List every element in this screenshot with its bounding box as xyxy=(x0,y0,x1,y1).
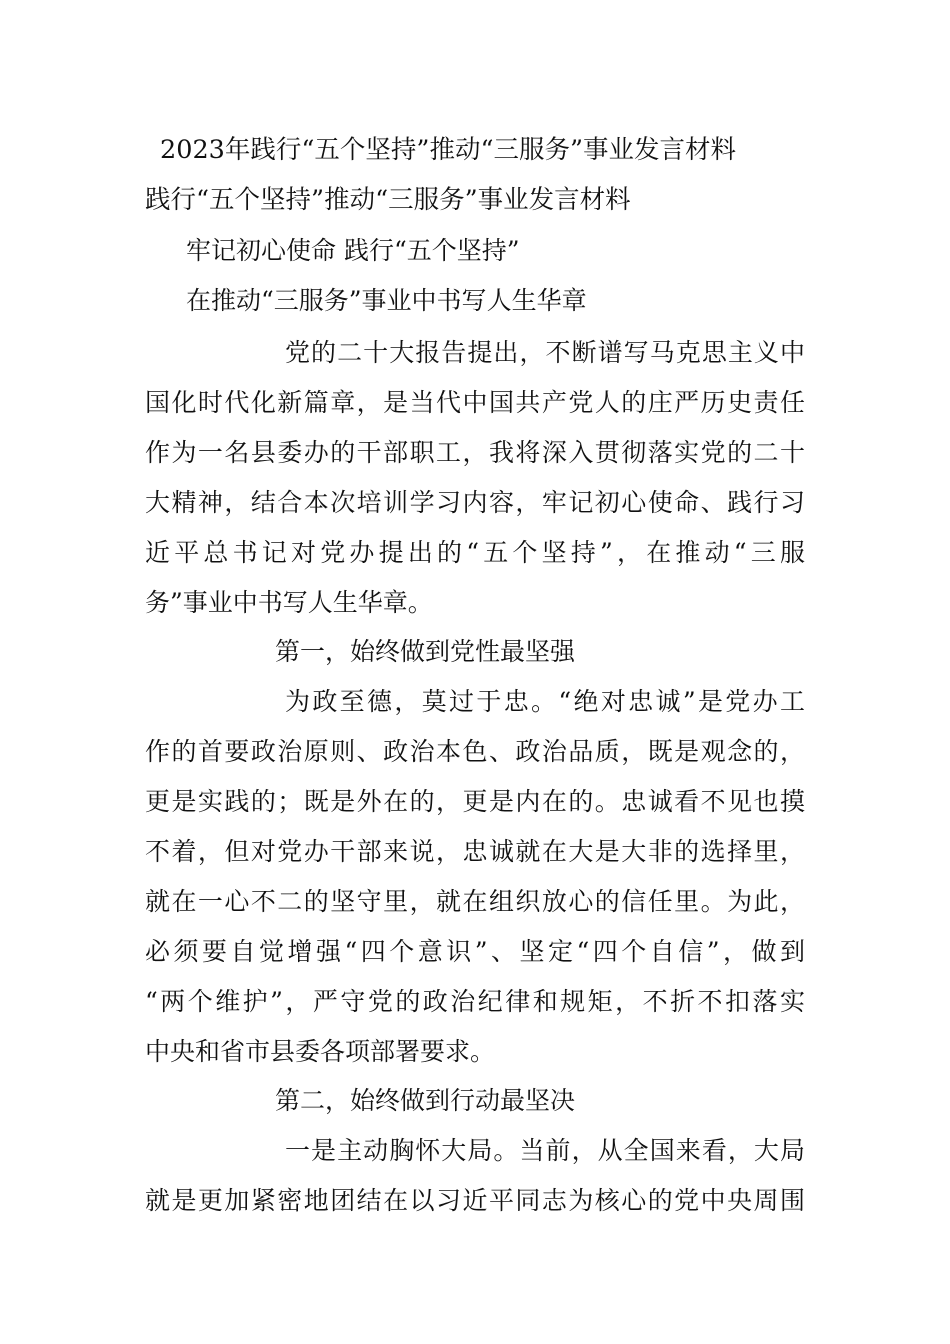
paragraph-line: “两个维护”，严守党的政治纪律和规矩，不折不扣落实 xyxy=(145,987,805,1016)
paragraph-line: 更是实践的；既是外在的，更是内在的。忠诚看不见也摸 xyxy=(145,787,805,816)
paragraph-line: 一是主动胸怀大局。当前，从全国来看，大局 xyxy=(285,1136,805,1165)
paragraph-line: 党的二十大报告提出，不断谱写马克思主义中 xyxy=(285,338,805,367)
document-title: 2023年践行“五个坚持”推动“三服务”事业发言材料 xyxy=(160,135,737,165)
paragraph-line: 为政至德，莫过于忠。“绝对忠诚”是党办工 xyxy=(285,687,805,716)
paragraph-line: 必须要自觉增强“四个意识”、坚定“四个自信”，做到 xyxy=(145,937,805,966)
paragraph-line: 作的首要政治原则、政治本色、政治品质，既是观念的， xyxy=(145,737,805,766)
paragraph-line: 近平总书记对党办提出的“五个坚持”，在推动“三服 xyxy=(145,538,805,567)
paragraph-line: 中央和省市县委各项部署要求。 xyxy=(145,1037,496,1066)
paragraph-line: 不着，但对党办干部来说，忠诚就在大是大非的选择里， xyxy=(145,837,805,866)
paragraph-line: 国化时代化新篇章，是当代中国共产党人的庄严历史责任 xyxy=(145,388,805,417)
paragraph-line: 作为一名县委办的干部职工，我将深入贯彻落实党的二十 xyxy=(145,438,805,467)
paragraph-line: 就是更加紧密地团结在以习近平同志为核心的党中央周围 xyxy=(145,1186,805,1215)
paragraph-line: 就在一心不二的坚守里，就在组织放心的信任里。为此， xyxy=(145,887,805,916)
heading-2: 在推动“三服务”事业中书写人生华章 xyxy=(186,286,587,315)
paragraph-line: 务”事业中书写人生华章。 xyxy=(145,588,433,617)
document-subtitle: 践行“五个坚持”推动“三服务”事业发言材料 xyxy=(145,185,631,215)
paragraph-line: 大精神，结合本次培训学习内容，牢记初心使命、践行习 xyxy=(145,488,805,517)
heading-1: 牢记初心使命 践行“五个坚持” xyxy=(186,236,520,265)
section-1-heading: 第一，始终做到党性最坚强 xyxy=(275,637,576,666)
section-2-heading: 第二，始终做到行动最坚决 xyxy=(275,1086,576,1115)
